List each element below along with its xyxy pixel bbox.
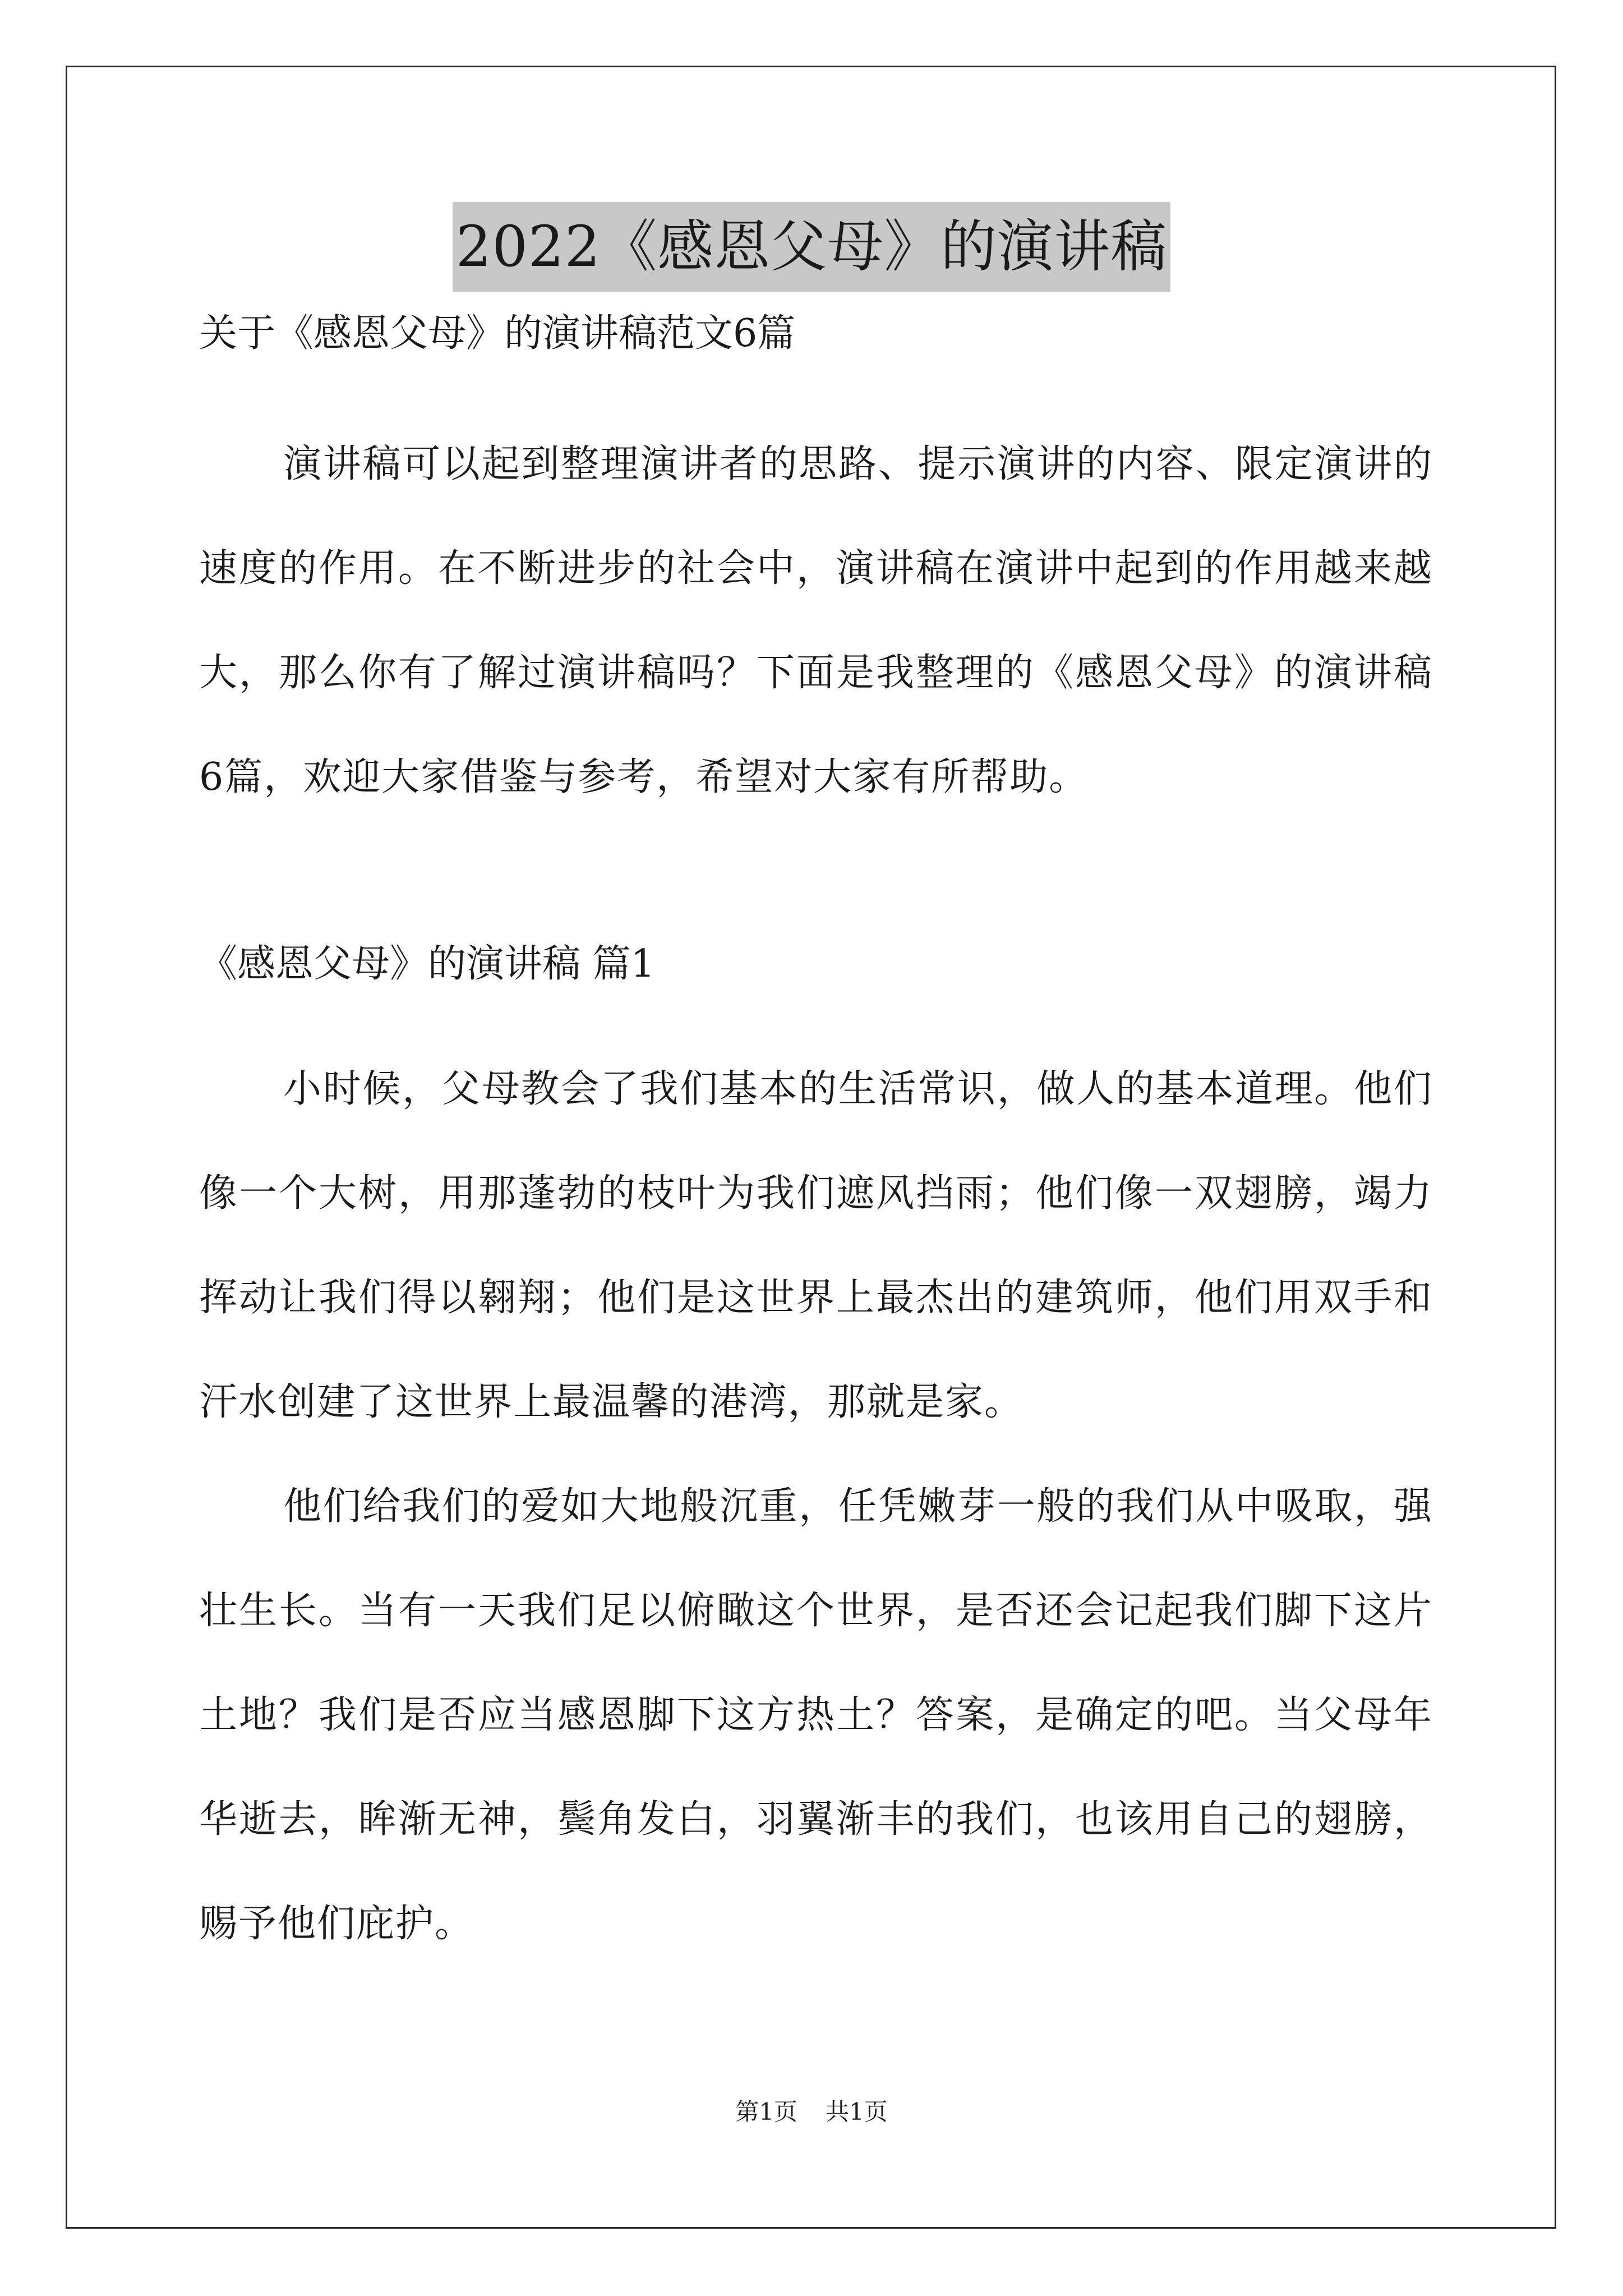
section-heading: 《感恩父母》的演讲稿 篇1 — [199, 942, 655, 986]
document-body — [199, 311, 1433, 1976]
title-container — [0, 202, 1623, 292]
body-paragraph-2: 他们给我们的爱如大地般沉重，任凭嫩芽一般的我们从中吸取，强壮生长。当有一天我们足以俯瞰这个世界，是否还会记起我们脚下这片土地？我们是否应当感恩脚下这方热土？答案，是确定的吧。当父母年华逝去，眸渐无神，鬓角发白，羽翼渐丰的我们，也该用自己的翅膀，赐予他们庇护。 — [199, 1484, 1433, 1946]
page-number-total: 共1页 — [826, 2098, 888, 2125]
page-number-current: 第1页 — [735, 2098, 797, 2125]
intro-paragraph: 演讲稿可以起到整理演讲者的思路、提示演讲的内容、限定演讲的速度的作用。在不断进步的社会中，演讲稿在演讲中起到的作用越来越大，那么你有了解过演讲稿吗？下面是我整理的《感恩父母》的演讲稿6篇，欢迎大家借鉴与参考，希望对大家有所帮助。 — [199, 442, 1433, 799]
body-paragraph-1: 小时候，父母教会了我们基本的生活常识，做人的基本道理。他们像一个大树，用那蓬勃的枝叶为我们遮风挡雨；他们像一双翅膀，竭力挥动让我们得以翱翔；他们是这世界上最杰出的建筑师，他们用双手和汗水创建了这世界上最温馨的港湾，那就是家。 — [199, 1067, 1433, 1424]
document-title: 2022《感恩父母》的演讲稿 — [453, 202, 1171, 292]
document-subtitle: 关于《感恩父母》的演讲稿范文6篇 — [199, 311, 796, 356]
page-footer — [0, 2095, 1623, 2129]
